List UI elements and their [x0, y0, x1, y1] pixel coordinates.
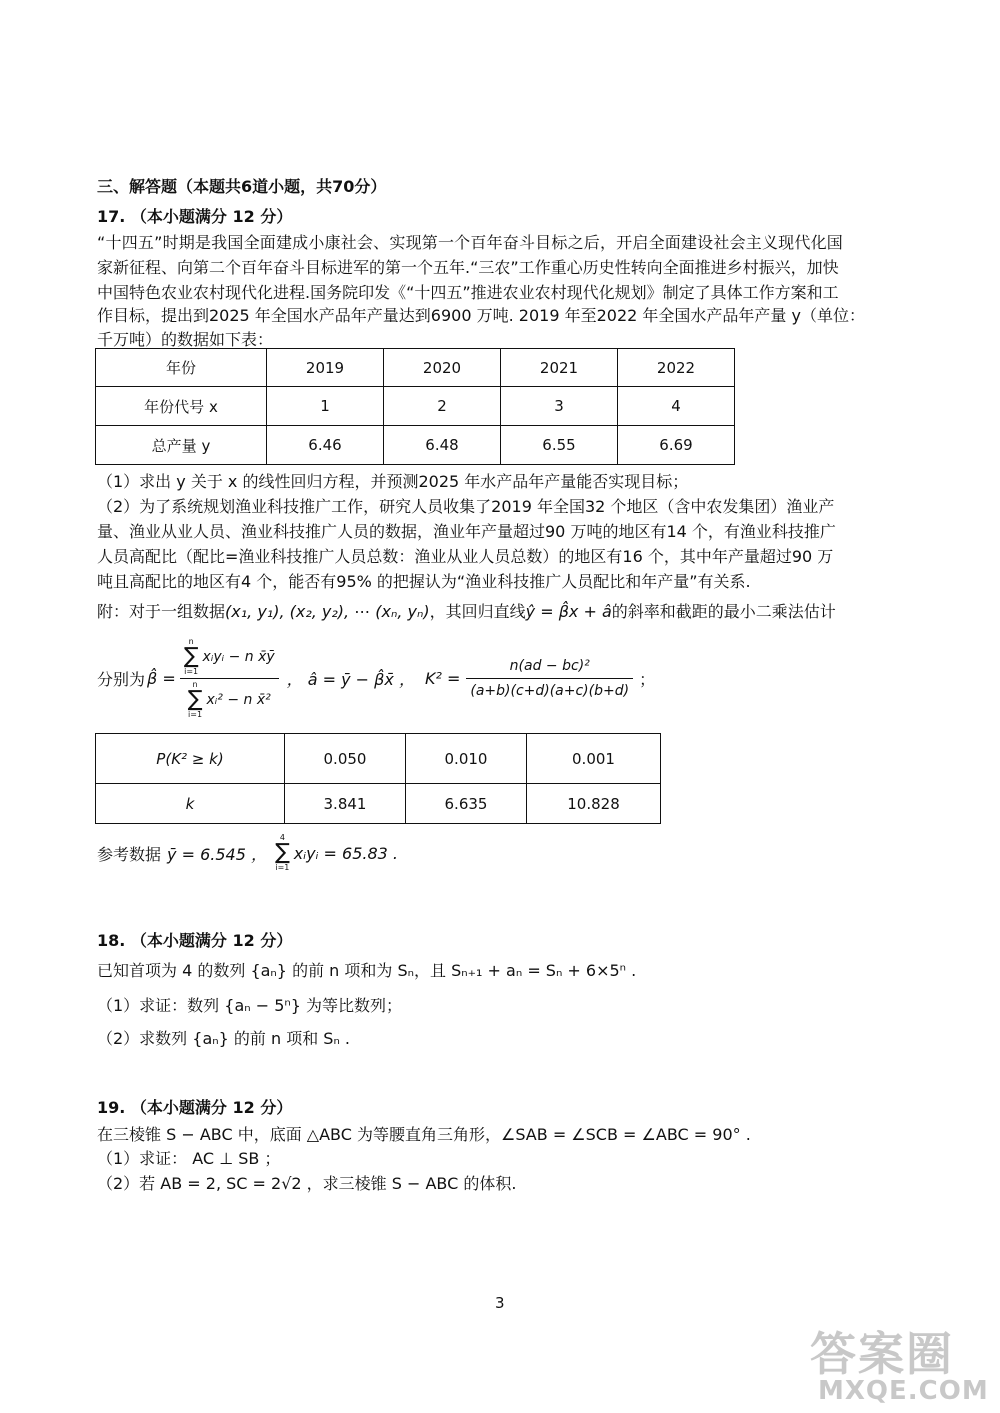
table-row [96, 387, 735, 426]
q17-appendix [97, 602, 836, 622]
sigma-upper: n [188, 637, 194, 646]
critical-value-table [95, 733, 661, 824]
q17-title: 17. （本小题满分 12 分） [97, 207, 293, 226]
table-cell: 3.841 [285, 784, 406, 824]
table-row [96, 734, 661, 784]
q19-part2: （2）若 AB = 2, SC = 2√2 ，求三棱锥 S − ABC 的体积. [97, 1174, 517, 1193]
q19-part1: （1）求证： AC ⊥ SB ； [97, 1149, 281, 1168]
table-cell: 2 [384, 387, 501, 426]
table-cell: 2021 [501, 349, 618, 387]
table-header-code: 年份代号 x [96, 387, 267, 426]
watermark-url: MXQE.COM [818, 1376, 989, 1406]
table-row [96, 426, 735, 465]
ref-sum: xᵢyᵢ = 65.83 . [293, 843, 399, 863]
table-row [96, 784, 661, 824]
table-cell: 6.55 [501, 426, 618, 465]
section-header: 三、解答题（本题共6道小题，共70分） [97, 177, 387, 196]
table-cell: 0.010 [406, 734, 527, 784]
appendix-suffix: 的斜率和截距的最小二乘法估计 [611, 602, 836, 621]
formula-beta-denominator: xᵢ² − n x̄² [206, 692, 271, 708]
production-table [95, 348, 735, 465]
table-cell: 3 [501, 387, 618, 426]
ref-prefix: 参考数据 [97, 844, 162, 864]
ref-ybar: ȳ = 6.545 ， [167, 844, 267, 864]
table-cell: 1 [267, 387, 384, 426]
q19-line1: 在三棱锥 S − ABC 中，底面 △ABC 为等腰直角三角形，∠SAB = ∠SCB = ∠ABC = 90° . [97, 1125, 751, 1144]
q17-reference-data [97, 834, 398, 872]
table-cell: 0.050 [285, 734, 406, 784]
sigma-lower: i=1 [184, 667, 199, 676]
formula-beta-fraction [180, 638, 279, 719]
q17-part2-1: （2）为了系统规划渔业科技推广工作，研究人员收集了2019 年全国32 个地区（含中农发集团）渔业产 [97, 497, 835, 516]
formula-k-lhs: K² = [424, 669, 461, 688]
sigma-icon: ∑ [187, 687, 203, 712]
crit-header-k: k [96, 784, 285, 824]
sigma-lower: i=1 [275, 863, 290, 872]
q17-intro-3: 中国特色农业农村现代化进程.国务院印发《“十四五”推进农业农村现代化规划》制定了具体工作方案和工 [97, 283, 839, 302]
formula-k-fraction [466, 658, 633, 699]
q17-intro-2: 家新征程、向第二个百年奋斗目标进军的第一个五年.“三农”工作重心历史性转向全面推进乡村振兴，加快 [97, 258, 839, 277]
q17-intro-5: 千万吨）的数据如下表： [97, 330, 274, 349]
formula-lead: 分别为 [97, 670, 146, 689]
q18-part2: （2）求数列 {aₙ} 的前 n 项和 Sₙ . [97, 1029, 350, 1048]
crit-header-p: P(K² ≥ k) [96, 734, 285, 784]
table-header-year: 年份 [96, 349, 267, 387]
appendix-prefix: 附：对于一组数据 [97, 602, 226, 621]
q18-part1: （1）求证：数列 {aₙ − 5ⁿ} 为等比数列； [97, 996, 403, 1015]
q18-title: 18. （本小题满分 12 分） [97, 931, 293, 950]
sigma-upper: n [192, 680, 198, 689]
table-cell: 4 [618, 387, 735, 426]
formula-end: ； [639, 670, 656, 689]
formula-alpha: ， â = ȳ − β̂x̄ ， [286, 670, 415, 689]
table-cell: 6.46 [267, 426, 384, 465]
table-header-output: 总产量 y [96, 426, 267, 465]
q17-part2-2: 量、渔业从业人员、渔业科技推广人员的数据，渔业年产量超过90 万吨的地区有14 个，有渔业科技推广 [97, 522, 836, 541]
sigma-icon: ∑ [183, 644, 199, 669]
formula-beta-numerator: xᵢyᵢ − n x̄ȳ [202, 649, 275, 665]
q17-part2-4: 吨且高配比的地区有4 个，能否有95% 的把握认为“渔业科技推广人员配比和年产量”有关系. [97, 572, 751, 591]
q18-line1: 已知首项为 4 的数列 {aₙ} 的前 n 项和为 Sₙ，且 Sₙ₊₁ + aₙ = Sₙ + 6×5ⁿ . [97, 961, 637, 980]
table-cell: 6.635 [406, 784, 527, 824]
appendix-data: (x₁, y₁), (x₂, y₂), ⋯ (xₙ, yₙ) [225, 602, 430, 621]
table-cell: 2019 [267, 349, 384, 387]
sigma-icon: ∑ [274, 840, 290, 865]
q17-part1: （1）求出 y 关于 x 的线性回归方程，并预测2025 年水产品年产量能否实现目标； [97, 472, 689, 491]
q17-part2-3: 人员高配比（配比=渔业科技推广人员总数：渔业从业人员总数）的地区有16 个，其中年产量超过90 万 [97, 547, 834, 566]
formula-k-denominator: (a+b)(c+d)(a+c)(b+d) [470, 683, 630, 699]
sigma-lower: i=1 [188, 710, 203, 719]
watermark-logo: 答案圈 [810, 1327, 954, 1381]
q19-title: 19. （本小题满分 12 分） [97, 1098, 293, 1117]
table-cell: 2020 [384, 349, 501, 387]
table-cell: 10.828 [527, 784, 661, 824]
table-cell: 6.48 [384, 426, 501, 465]
table-cell: 6.69 [618, 426, 735, 465]
table-cell: 0.001 [527, 734, 661, 784]
formula-k-numerator: n(ad − bc)² [466, 658, 633, 679]
q17-intro-1: “十四五”时期是我国全面建成小康社会、实现第一个百年奋斗目标之后，开启全面建设社会主义现代化国 [97, 233, 843, 252]
appendix-regression-line: ŷ = β̂x + â [525, 602, 612, 621]
sigma-upper: 4 [279, 833, 285, 842]
q17-intro-4: 作目标，提出到2025 年全国水产品年产量达到6900 万吨. 2019 年至2022 年全国水产品年产量 y（单位： [97, 306, 865, 325]
table-cell: 2022 [618, 349, 735, 387]
formula-beta-lhs: β̂ = [147, 669, 176, 688]
q17-formulas [97, 638, 655, 719]
page-number: 3 [495, 1294, 505, 1312]
table-row [96, 349, 735, 387]
appendix-mid: ，其回归直线 [429, 602, 526, 621]
